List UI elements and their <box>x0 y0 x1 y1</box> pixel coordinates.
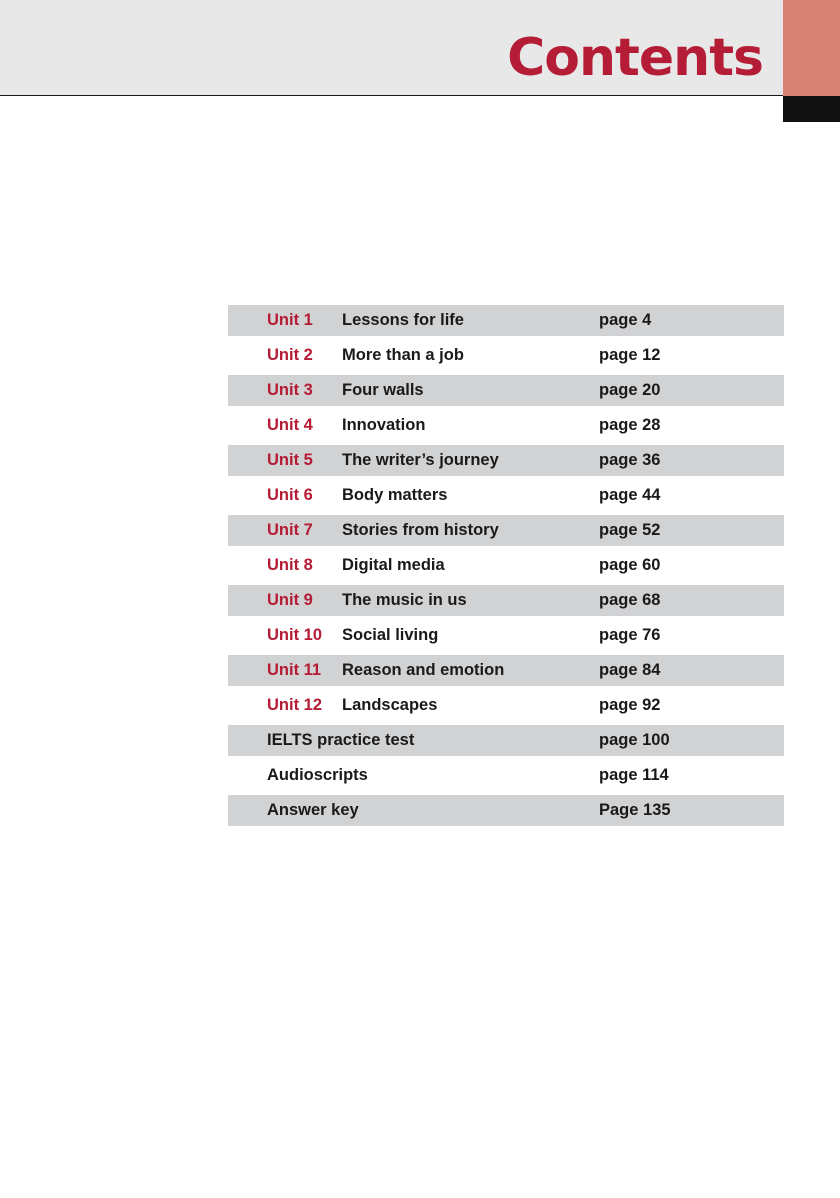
toc-topic: Lessons for life <box>342 311 464 329</box>
toc-page: page 52 <box>599 521 661 539</box>
toc-page: page 68 <box>599 591 661 609</box>
toc-unit: Unit 3 <box>267 381 313 399</box>
section-tab <box>783 0 840 96</box>
toc-row <box>228 445 784 476</box>
toc-page: page 36 <box>599 451 661 469</box>
toc-row <box>228 690 784 721</box>
toc-page: page 12 <box>599 346 661 364</box>
toc-unit: Unit 11 <box>267 661 322 679</box>
toc-row <box>228 410 784 441</box>
page-title: Contents <box>507 28 763 88</box>
toc-topic: Digital media <box>342 556 445 574</box>
toc-topic: Four walls <box>342 381 424 399</box>
toc-row <box>228 760 784 791</box>
toc-topic: IELTS practice test <box>267 731 415 749</box>
toc-topic: Reason and emotion <box>342 661 505 679</box>
toc-row <box>228 550 784 581</box>
toc-row <box>228 585 784 616</box>
toc-row <box>228 725 784 756</box>
toc-page: page 84 <box>599 661 661 679</box>
toc-row <box>228 375 784 406</box>
toc-page: page 28 <box>599 416 661 434</box>
toc-page: page 76 <box>599 626 661 644</box>
toc-topic: Landscapes <box>342 696 438 714</box>
toc-page: page 20 <box>599 381 661 399</box>
toc-unit: Unit 7 <box>267 521 313 539</box>
header-bar <box>0 0 783 96</box>
section-tab-marker <box>783 96 840 122</box>
toc-unit: Unit 4 <box>267 416 313 434</box>
toc-unit: Unit 8 <box>267 556 313 574</box>
toc-unit: Unit 10 <box>267 626 323 644</box>
toc-unit: Unit 12 <box>267 696 323 714</box>
toc-unit: Unit 2 <box>267 346 313 364</box>
toc-topic: Innovation <box>342 416 426 434</box>
toc-unit: Unit 9 <box>267 591 313 609</box>
toc-page: page 100 <box>599 731 670 749</box>
toc-row <box>228 480 784 511</box>
toc-row <box>228 305 784 336</box>
toc-topic: Body matters <box>342 486 448 504</box>
toc-row <box>228 515 784 546</box>
toc-topic: Stories from history <box>342 521 499 539</box>
toc-page: Page 135 <box>599 801 671 819</box>
toc-page: page 92 <box>599 696 661 714</box>
toc-topic: Audioscripts <box>267 766 368 784</box>
toc-unit: Unit 6 <box>267 486 313 504</box>
toc-page: page 44 <box>599 486 661 504</box>
toc-topic: The music in us <box>342 591 467 609</box>
toc-row <box>228 340 784 371</box>
toc-row <box>228 620 784 651</box>
toc-row <box>228 655 784 686</box>
toc-topic: The writer’s journey <box>342 451 499 469</box>
toc-topic: More than a job <box>342 346 464 364</box>
toc-page: page 60 <box>599 556 661 574</box>
toc-topic: Answer key <box>267 801 359 819</box>
toc-unit: Unit 5 <box>267 451 313 469</box>
toc-row <box>228 795 784 826</box>
toc-page: page 114 <box>599 766 669 784</box>
table-of-contents <box>228 305 784 830</box>
toc-unit: Unit 1 <box>267 311 313 329</box>
toc-page: page 4 <box>599 311 652 329</box>
toc-topic: Social living <box>342 626 439 644</box>
